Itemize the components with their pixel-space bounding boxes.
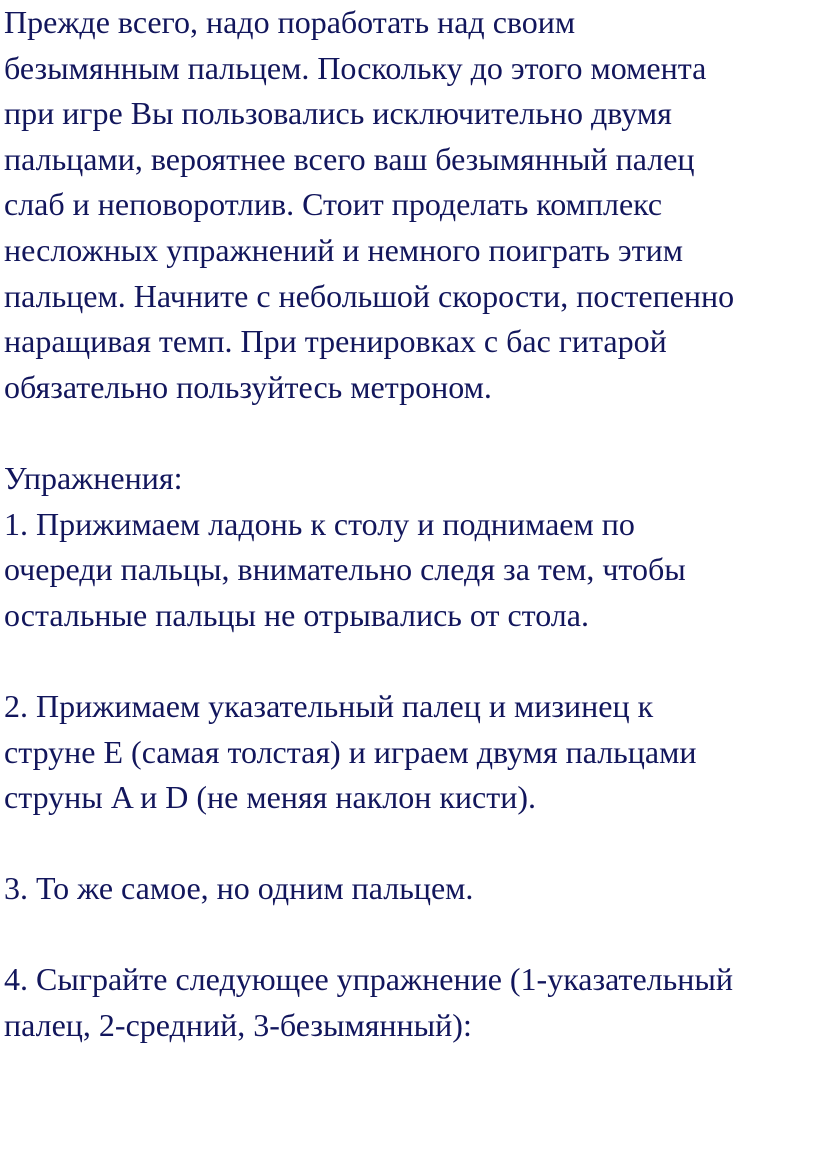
exercise-2	[4, 684, 816, 821]
text-line: пальцем. Начните с небольшой скорости, постепенно	[4, 277, 735, 314]
exercise-2-line: струны A и D (не меняя наклон кисти).	[4, 779, 536, 816]
text-line: наращивая темп. При тренировках с бас гитарой	[4, 323, 667, 360]
exercise-4	[4, 957, 816, 1048]
paragraph-spacer	[4, 410, 816, 456]
text-line: безымянным пальцем. Поскольку до этого момента	[4, 49, 707, 86]
text-line: пальцами, вероятнее всего ваш безымянный палец	[4, 140, 695, 177]
text-line: обязательно пользуйтесь метроном.	[4, 368, 492, 405]
paragraph-spacer	[4, 638, 816, 684]
exercises-heading: Упражнения:	[4, 459, 183, 496]
intro-paragraph	[4, 0, 816, 410]
paragraph-spacer	[4, 912, 816, 958]
exercise-3	[4, 866, 816, 912]
exercise-4-line: 4. Сыграйте следующее упражнение (1-указательный	[4, 961, 733, 998]
text-line: несложных упражнений и немного поиграть этим	[4, 231, 683, 268]
text-line: при игре Вы пользовались исключительно двумя	[4, 95, 672, 132]
exercise-1-line: очереди пальцы, внимательно следя за тем, чтобы	[4, 551, 686, 588]
exercise-4-line: палец, 2-средний, 3-безымянный):	[4, 1007, 472, 1044]
exercises-section	[4, 456, 816, 638]
text-line: Прежде всего, надо поработать над своим	[4, 4, 576, 40]
paragraph-spacer	[4, 821, 816, 867]
exercise-1-line: остальные пальцы не отрывались от стола.	[4, 596, 589, 633]
text-line: слаб и неповоротлив. Стоит проделать комплекс	[4, 186, 663, 223]
exercise-3-line: 3. То же самое, но одним пальцем.	[4, 870, 474, 907]
exercise-2-line: струне E (самая толстая) и играем двумя пальцами	[4, 733, 697, 770]
exercise-1-line: 1. Прижимаем ладонь к столу и поднимаем по	[4, 505, 635, 542]
exercise-2-line: 2. Прижимаем указательный палец и мизинец к	[4, 687, 654, 724]
